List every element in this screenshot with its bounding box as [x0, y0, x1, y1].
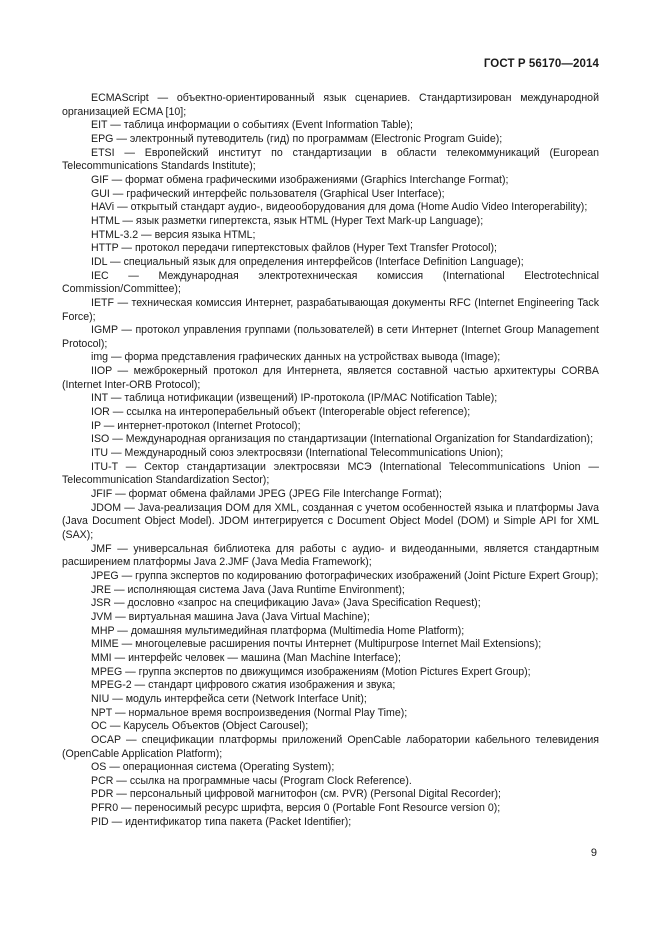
list-item: HTML-3.2 — версия языка HTML; — [91, 228, 256, 241]
list-item: PCR — ссылка на программные часы (Program Clock Reference). — [91, 774, 412, 787]
list-item: IOR — ссылка на интероперабельный объект (Interoperable object reference); — [91, 406, 471, 419]
list-item: ISO — Международная организация по стандартизации (International Organization for Standardization); — [91, 433, 594, 446]
list-item: EPG — электронный путеводитель (гид) по программам (Electronic Program Guide); — [91, 132, 503, 145]
list-item: ITU-T — Сектор стандартизации электросвязи МСЭ (International Telecommunications Union — Telecommunication Standardization Sector); — [62, 460, 599, 487]
list-item: PFR0 — переносимый ресурс шрифта, версия 0 (Portable Font Resource version 0); — [91, 802, 501, 815]
list-item: HTTP — протокол передачи гипертекстовых файлов (Hyper Text Transfer Protocol); — [91, 242, 497, 255]
list-item: OS — операционная система (Operating System); — [91, 761, 335, 774]
page-number: 9 — [590, 847, 597, 859]
list-item: PDR — персональный цифровой магнитофон (см. PVR) (Personal Digital Recorder); — [91, 788, 501, 801]
list-item: GUI — графический интерфейс пользователя (Graphical User Interface); — [91, 187, 445, 200]
list-item: JMF — универсальная библиотека для работы с аудио- и видеоданными, является стандартным расширением платформы Java 2.JMF (Java Media Framework); — [62, 542, 599, 569]
list-item: IDL — специальный язык для определения интерфейсов (Interface Definition Language); — [91, 255, 524, 268]
list-item: JVM — виртуальная машина Java (Java Virtual Machine); — [91, 610, 370, 623]
list-item: MHP — домашняя мультимедийная платформа (Multimedia Home Platform); — [91, 624, 465, 637]
list-item: HAVi — открытый стандарт аудио-, видеооборудования для дома (Home Audio Video Interoperability); — [91, 201, 588, 214]
list-item: ITU — Международный союз электросвязи (International Telecommunications Union); — [91, 447, 504, 460]
list-item: JRE — исполняющая система Java (Java Runtime Environment); — [91, 583, 405, 596]
list-item: PID — идентификатор типа пакета (Packet Identifier); — [91, 815, 352, 828]
list-item: OCAP — спецификации платформы приложений OpenCable лаборатории кабельного телевидения (OpenCable Application Platform); — [62, 733, 599, 760]
list-item: IP — интернет-протокол (Internet Protocol); — [91, 419, 301, 432]
list-item: IGMP — протокол управления группами (пользователей) в сети Интернет (Internet Group Management Protocol); — [62, 324, 599, 350]
document-code-header: ГОСТ Р 56170—2014 — [483, 58, 599, 70]
list-item: MPEG — группа экспертов по движущимся изображениям (Motion Pictures Expert Group); — [91, 665, 531, 678]
list-item: MMI — интерфейс человек — машина (Man Machine Interface); — [91, 651, 401, 664]
list-item: img — форма представления графических данных на устройствах вывода (Image); — [91, 351, 501, 364]
list-item: ECMAScript — объектно-ориентированный язык сценариев. Стандартизирован международной организацией ECMA [10]; — [62, 92, 599, 118]
list-item: JDOM — Java-реализация DOM для XML, созданная с учетом особенностей языка и платформы Java (Java Document Object Model). JDOM интегрируется с Document Object Model (DOM) и Simple API for XML (SAX); — [62, 501, 599, 541]
list-item: GIF — формат обмена графическими изображениями (Graphics Interchange Format); — [91, 173, 509, 186]
list-item: IIOP — межброкерный протокол для Интернета, является составной частью архитектуры CORBA (Internet Inter-ORB Protocol); — [62, 365, 599, 391]
abbreviations-list — [62, 92, 599, 829]
list-item: JFIF — формат обмена файлами JPEG (JPEG File Interchange Format); — [91, 488, 442, 501]
list-item: NIU — модуль интерфейса сети (Network Interface Unit); — [91, 692, 367, 705]
list-item: INT — таблица нотификации (извещений) IP-протокола (IP/MAC Notification Table); — [91, 392, 498, 405]
list-item: JSR — дословно «запрос на спецификацию Java» (Java Specification Request); — [91, 597, 481, 610]
list-item: OC — Карусель Объектов (Object Carousel); — [91, 720, 309, 733]
list-item: EIT — таблица информации о событиях (Event Information Table); — [91, 119, 413, 132]
list-item: IETF — техническая комиссия Интернет, разрабатывающая документы RFC (Internet Engineering Tack Force); — [62, 296, 599, 323]
list-item: MPEG-2 — стандарт цифрового сжатия изображения и звука; — [91, 679, 396, 692]
list-item: ETSI — Европейский институт по стандартизации в области телекоммуникаций (European Telecommunications Standards Institute); — [62, 146, 599, 173]
list-item: HTML — язык разметки гипертекста, язык HTML (Hyper Text Mark-up Language); — [91, 214, 484, 227]
list-item: JPEG — группа экспертов по кодированию фотографических изображений (Joint Picture Expert Group); — [91, 569, 599, 582]
list-item: MIME — многоцелевые расширения почты Интернет (Multipurpose Internet Mail Extensions); — [91, 638, 542, 651]
list-item: NPT — нормальное время воспроизведения (Normal Play Time); — [91, 706, 408, 719]
list-item: IEC — Международная электротехническая комиссия (International Electrotechnical Commission/Committee); — [62, 269, 599, 296]
